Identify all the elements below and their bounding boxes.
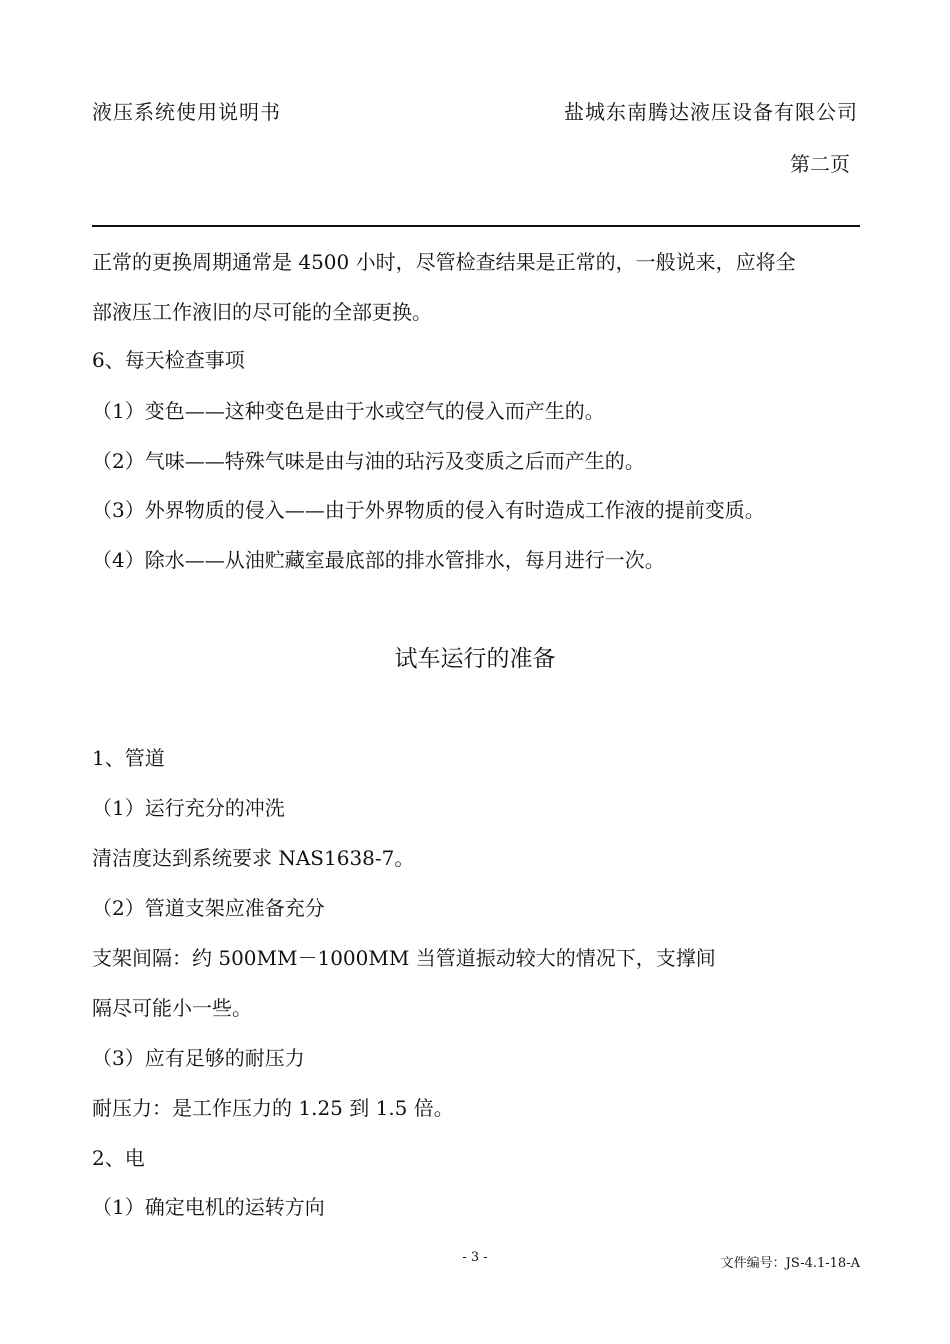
header-company: 盐城东南腾达液压设备有限公司 <box>564 100 858 124</box>
subitem-text: 隔尽可能小一些。 <box>92 996 252 1020</box>
header-title: 液压系统使用说明书 <box>92 100 281 124</box>
subitem-heading: （3）应有足够的耐压力 <box>92 1046 305 1070</box>
header-divider <box>92 225 860 227</box>
section1-heading: 1、管道 <box>92 746 165 770</box>
subitem-heading: （1）确定电机的运转方向 <box>92 1195 325 1219</box>
paragraph-line: 部液压工作液旧的尽可能的全部更换。 <box>92 300 432 324</box>
subitem-heading: （1）运行充分的冲洗 <box>92 796 285 820</box>
paragraph-line: 正常的更换周期通常是 4500 小时，尽管检查结果是正常的，一般说来，应将全 <box>92 250 796 274</box>
list-item: （2）气味——特殊气味是由与油的玷污及变质之后而产生的。 <box>92 449 645 473</box>
subitem-text: 支架间隔：约 500MM－1000MM 当管道振动较大的情况下，支撑间 <box>92 946 716 970</box>
subitem-text: 耐压力：是工作压力的 1.25 到 1.5 倍。 <box>92 1096 454 1120</box>
footer-page-number: - 3 - <box>462 1250 488 1265</box>
footer-doc-number: 文件编号：JS-4.1-18-A <box>720 1256 860 1271</box>
section-title: 试车运行的准备 <box>394 646 556 672</box>
header-page-label: 第二页 <box>790 152 850 176</box>
item6-heading: 6、每天检查事项 <box>92 348 245 372</box>
list-item: （1）变色——这种变色是由于水或空气的侵入而产生的。 <box>92 399 605 423</box>
subitem-heading: （2）管道支架应准备充分 <box>92 896 325 920</box>
list-item: （4）除水——从油贮藏室最底部的排水管排水，每月进行一次。 <box>92 548 665 572</box>
list-item: （3）外界物质的侵入——由于外界物质的侵入有时造成工作液的提前变质。 <box>92 498 765 522</box>
section2-heading: 2、电 <box>92 1146 145 1170</box>
subitem-text: 清洁度达到系统要求 NAS1638-7。 <box>92 846 415 870</box>
